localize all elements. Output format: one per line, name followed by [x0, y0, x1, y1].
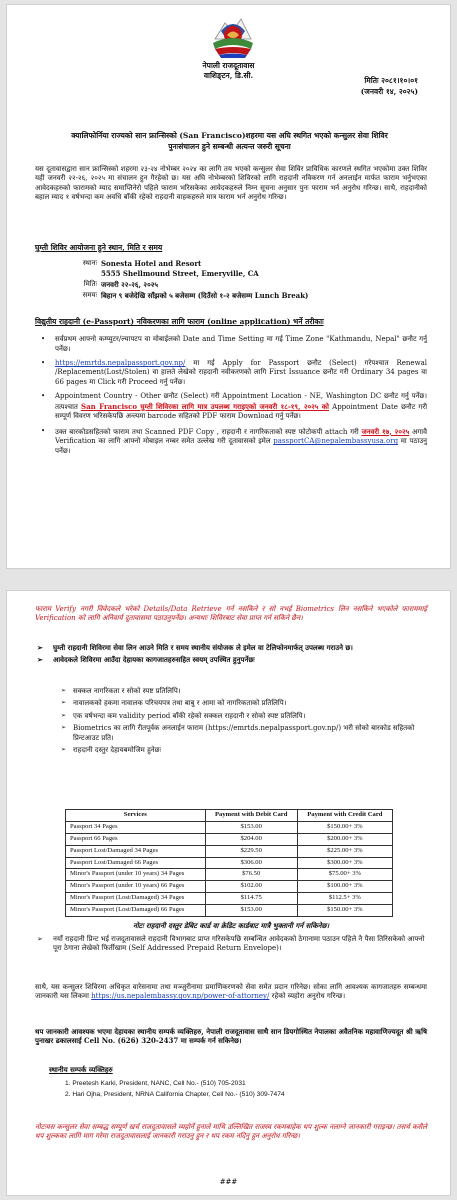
emrtds-link[interactable]: https://emrtds.nepalpassport.gov.np/: [55, 359, 186, 367]
venue-date: जनवरी २२-२६, २०२५: [101, 280, 158, 289]
venue-place-row: [35, 259, 427, 268]
step-2: • https://emrtds.nepalpassport.gov.np/ मा गई Apply for Passport छनौट (Select) गरेपश्चात Renewal /Replacement(Lost/Stolen) वा हालते लेखेको राहदानी नवीकरणको लागि First Issuance छनौट गरी Ordinary 34 pages वा 66 pages मा Click गरी Proceed गर्नु पर्नेछ।: [35, 359, 427, 387]
table-row: Passport Lost/Damaged 34 Pages $229.50 $225.00+ 3%: [66, 845, 393, 857]
contacts-list: [35, 1080, 427, 1100]
venue-time: बिहान ९ बजेदेखि साँझको ५ बजेसम्म (दिउँसो १-२ बजेसम्म Lunch Break): [101, 291, 309, 301]
table-row: Minor's Passport (under 10 years) 66 Pages $102.00 $100.00+ 3%: [66, 881, 393, 893]
epassport-steps: [35, 335, 427, 456]
doc-biometrics: ➢ Biometrics का लागि रीतपूर्वक अनलाईन फाराम (https://emrtds.nepalpassport.gov.np/) भरी सोको बारकोड सहितको प्रिन्टआउट प्रति।: [61, 724, 427, 743]
end-mark: ###: [219, 1178, 238, 1186]
title-line-2: पुनःसंचालन हुने सम्बन्धी अत्यन्त जरुरी सूचना: [168, 141, 291, 151]
verification-warning: फाराम Verify नगरी विवेदकले भरेको Details/Data Retrieve गर्न नसकिने र सो नभई Biometrics लिन नसकिने भएकोले फाराममाई Verification को लागि अनिवार्य दूतावासमा पठाउनुपर्नेछ। अन्यथाः शिविरबाट सेवा प्राप्त गर्न सकिने छैन।: [35, 605, 427, 623]
venue-address-row: [35, 269, 427, 278]
table-row: Minor's Passport (Lost/Damaged) 66 Pages $153.00 $150.00+ 3%: [66, 905, 393, 917]
camp-dates-highlight: San Francisco घुम्ती शिविरका लागि मात्र उपलब्ध गराइएको जनवरी १८-१९, २०२५ को: [81, 401, 329, 411]
notice-title: [27, 131, 432, 153]
venue-address: 5555 Shellmound Street, Emeryville, CA: [101, 268, 259, 278]
fees-header-services: Services: [66, 810, 206, 822]
intro-paragraph: यस दूतावासद्वारा सान फ्रान्सिस्को शहरमा २३-२४ नोभेम्बर २०२४ का लागि तय भएको कन्सुलर सेवा शिविर प्राविधिक कारणले स्थगित भएकोमा उक्त शिविर यही जनवरी २२-२६, २०२५ मा संचालन हुन गैरहेको छ। यस अघि नोभेम्बरको शिविरको लागि राहदानी नविकरण गर्न अनलाईन मार्फत फाराम भर्नुभएका आवेदकहरुको फारामको म्याद समाप्तिनेरो पहिले फाराम भरिसकेका आवेदकहरुले निम्न सूचना अनुसार पुनः फाराम भर्न अनुरोध गरिन्छ। साथै, राहदानीको बहाल म्याद १ वर्षभन्दा कम अवधि बाँकी रहेको राहदानी वाहकहरुले मात्र फाराम भर्न अनुरोध गरिन्छ।: [35, 165, 427, 202]
doc-passport: ➢ एक वर्षभन्दा कम validity period बाँकी रहेको सक्कल राहदानी र सोको स्पष्ट प्रतिलिपि।: [61, 712, 427, 721]
venue-date-label: मितिः: [83, 280, 97, 288]
venue-section: [35, 243, 427, 301]
contacts-section: [35, 1065, 427, 1102]
camp-points: [35, 643, 427, 668]
power-of-attorney-link[interactable]: https://us.nepalembassy.gov.np/power-of-attorney/: [91, 992, 270, 1001]
power-of-attorney-paragraph: साथै, यस कन्सुलर शिविरमा अधिकृत वारेसनामा तथा मञ्जुरीनामा प्रमाणिकरणको सेवा समेत प्रदान गरिनेछ। सोका लागि आवश्यक कागजातहरु सम्बन्धमा जानकारी यस लिंकमा https://us.nepalembassy.gov.np/power-of-attorney/ रहेको व्यहोरा अनुरोध गरिन्छ।: [35, 983, 427, 1001]
fees-header-row: [66, 810, 393, 822]
footer-note: नोटःयस कन्सुलर सेवा सम्बद्ध सम्पूर्ण खर्च राजदूतावासले व्यहोर्ने हुनाले माथि उल्लिखित राजस्व रकमबाहेक थप शुल्क नलाग्ने जानकारी गराइन्छ। तसर्थ कसैले थप शुल्कका लागि माग गरेमा राजदूतावासलाई जानकारी गराउनु हुन र थप रकम नदिनु हुन अनुरोध गरिन्छ।: [35, 1123, 427, 1141]
fees-note: नोटः राहदानी दस्तुर डेबिट कार्ड वा क्रेडिट कार्डबाट मात्रै भुक्तानी गर्न सकिनेछ।: [132, 921, 330, 930]
documents-list: [35, 687, 427, 759]
step-1: • सर्वप्रथम आफ्नो कम्प्युटर/ल्यापटप वा मोबाईलको Date and Time Setting मा गई Time Zone "Kathmandu, Nepal" छनौट गर्नु पर्नेछ।: [35, 335, 427, 354]
table-row: Minor's Passport (Lost/Damaged) 34 Pages $114.75 $112.5+ 3%: [66, 893, 393, 905]
contact-item: 1. Preetesh Karki, President, NANC, Cell No.- (510) 705-2031: [65, 1080, 246, 1088]
date-english: (जनवरी १४, २०२५): [360, 87, 418, 97]
contacts-heading: स्थानीय सम्पर्क व्यक्तिहरु: [49, 1065, 113, 1074]
epassport-section: [35, 317, 427, 461]
table-row: Passport 66 Pages $204.00 $200.00+ 3%: [66, 833, 393, 845]
fees-table: [65, 809, 393, 917]
passport-email-link[interactable]: passportCA@nepalembassyusa.org: [273, 437, 399, 446]
point-schedule: ➢ घुम्ती राहदानी शिविरमा सेवा लिन आउने मिति र समय स्थानीय संयोजक ले इमेल वा टेलिफोनमार्फत् उपलब्ध गराउने छ।: [35, 643, 427, 652]
table-row: Passport 34 Pages $153.00 $150.00+ 3%: [66, 821, 393, 833]
contact-item: 2. Hari Ojha, President, NRNA California Chapter, Cell No.- (510) 309-7474: [65, 1091, 285, 1099]
date-nepali: मितिः २०८१।१०।०१: [364, 76, 418, 85]
fees-table-wrap: [7, 809, 450, 917]
point-return-envelope: ➢ नयाँ राहदानी प्रिन्ट भई राजदूतावासले राहदानी विभागबाट प्राप्त गरिसकेपछि सम्बन्धित आवेदकको ठेगानामा पठाउन पहिले नै पैसा तिरिसकेको आफ्नो पूरा ठेगाना लेखेको फिर्तीखाम (Self Addressed Prepaid Return Envelope)।: [35, 935, 427, 954]
deadline-highlight: जनवरी १७, २०२५: [361, 426, 410, 436]
embassy-name: नेपाली राजदूतावास: [202, 61, 255, 70]
notice-page-2: [6, 590, 451, 1196]
venue-place-name: Sonesta Hotel and Resort: [101, 259, 202, 269]
venue-time-row: [35, 291, 427, 300]
fees-header-debit: Payment with Debit Card: [205, 810, 297, 822]
doc-fees: ➢ राहदानी दस्तुर देहायबमोजिम हुनेछः: [61, 746, 427, 755]
notice-date: [361, 75, 418, 98]
step-4: • उक्त बारकोडसहितको फाराम तथा Scanned PDF Copy , राहदानी र नागरिकताको स्पष्ट फोटोकपी attach गरी जनवरी १७, २०२५ अगावै Verification का लागि आफ्नो मोबाइल नम्बर समेत उल्लेख गरी दूतावासको इमेल passportCA@nepalembassyusa.org मा पठाउनु पर्नेछ।: [35, 427, 427, 456]
more-info-paragraph: थप जानकारी आवश्यक भएमा देहायका स्थानीय सम्पर्क व्यक्तिहरु, नेपाली राजदूतावास साथै सान डियगोस्थित नेपालका अवैतनिक महावाणिज्यदूत श्री ऋषि पुनाखर ढकालसाई Cell No. (626) 320-2437 मा सम्पर्क गर्न सकिनेछ।: [35, 1027, 427, 1046]
venue-date-row: [35, 280, 427, 289]
doc-minor: ➢ नावालकको हकमा नावालक परिचयपत्र तथा बाबु र आमा को नागरिकताको प्रतिलिपि।: [61, 699, 427, 708]
table-row: Passport Lost/Damaged 66 Pages $306.00 $300.00+ 3%: [66, 857, 393, 869]
title-line-1: क्यालिफोर्निया राज्यको सान फ्रान्सिस्को (San Francisco)शहरमा यस अघि स्थगित भएको कन्सुलर सेवा शिविर: [71, 131, 388, 140]
point-documents: ➢ आवेदकले शिविरमा आउँदा देहायका कागजातहरुसहित स्वयम् उपस्थित हुनुपर्नेछः: [35, 655, 427, 664]
table-row: Minor's Passport (under 10 years) 34 Pages $76.50 $75.00+ 3%: [66, 869, 393, 881]
embassy-city: वाशिङ्टन, डि.सी.: [203, 70, 254, 80]
step-3: • Appointment Country - Other छनौट (Select) गरी Appointment Location - NE, Washington DC छनौट गर्नु पर्नेछ।तत्पश्चात San Francisco घुम्ती शिविरका लागि मात्र उपलब्ध गराइएको जनवरी १८-१९, २०२५ को Appointment Date छनौट गरी सम्पूर्ण विवरण भरिसकेपछि अन्त्यमा barcode सहितको PDF फाराम Download गर्नु पर्नेछ।: [35, 392, 427, 421]
nepal-emblem-icon: [207, 11, 259, 59]
epassport-heading: विद्युतीय राहदानी (e-Passport) नविकरणका लागि फाराम (online application) भर्ने तरीकाः: [35, 317, 324, 326]
doc-citizenship: ➢ सक्कल नागरिकता र सोको स्पष्ट प्रतिलिपि।: [61, 687, 427, 696]
venue-heading: घुम्ती शिविर आयोजना हुने स्थान, मिति र समय: [35, 243, 163, 252]
venue-place-label: स्थानः: [82, 259, 97, 268]
notice-page-1: [6, 4, 451, 569]
return-envelope-point: [35, 935, 427, 957]
venue-time-label: समयः: [82, 291, 97, 300]
fees-header-credit: Payment with Credit Card: [297, 810, 392, 822]
